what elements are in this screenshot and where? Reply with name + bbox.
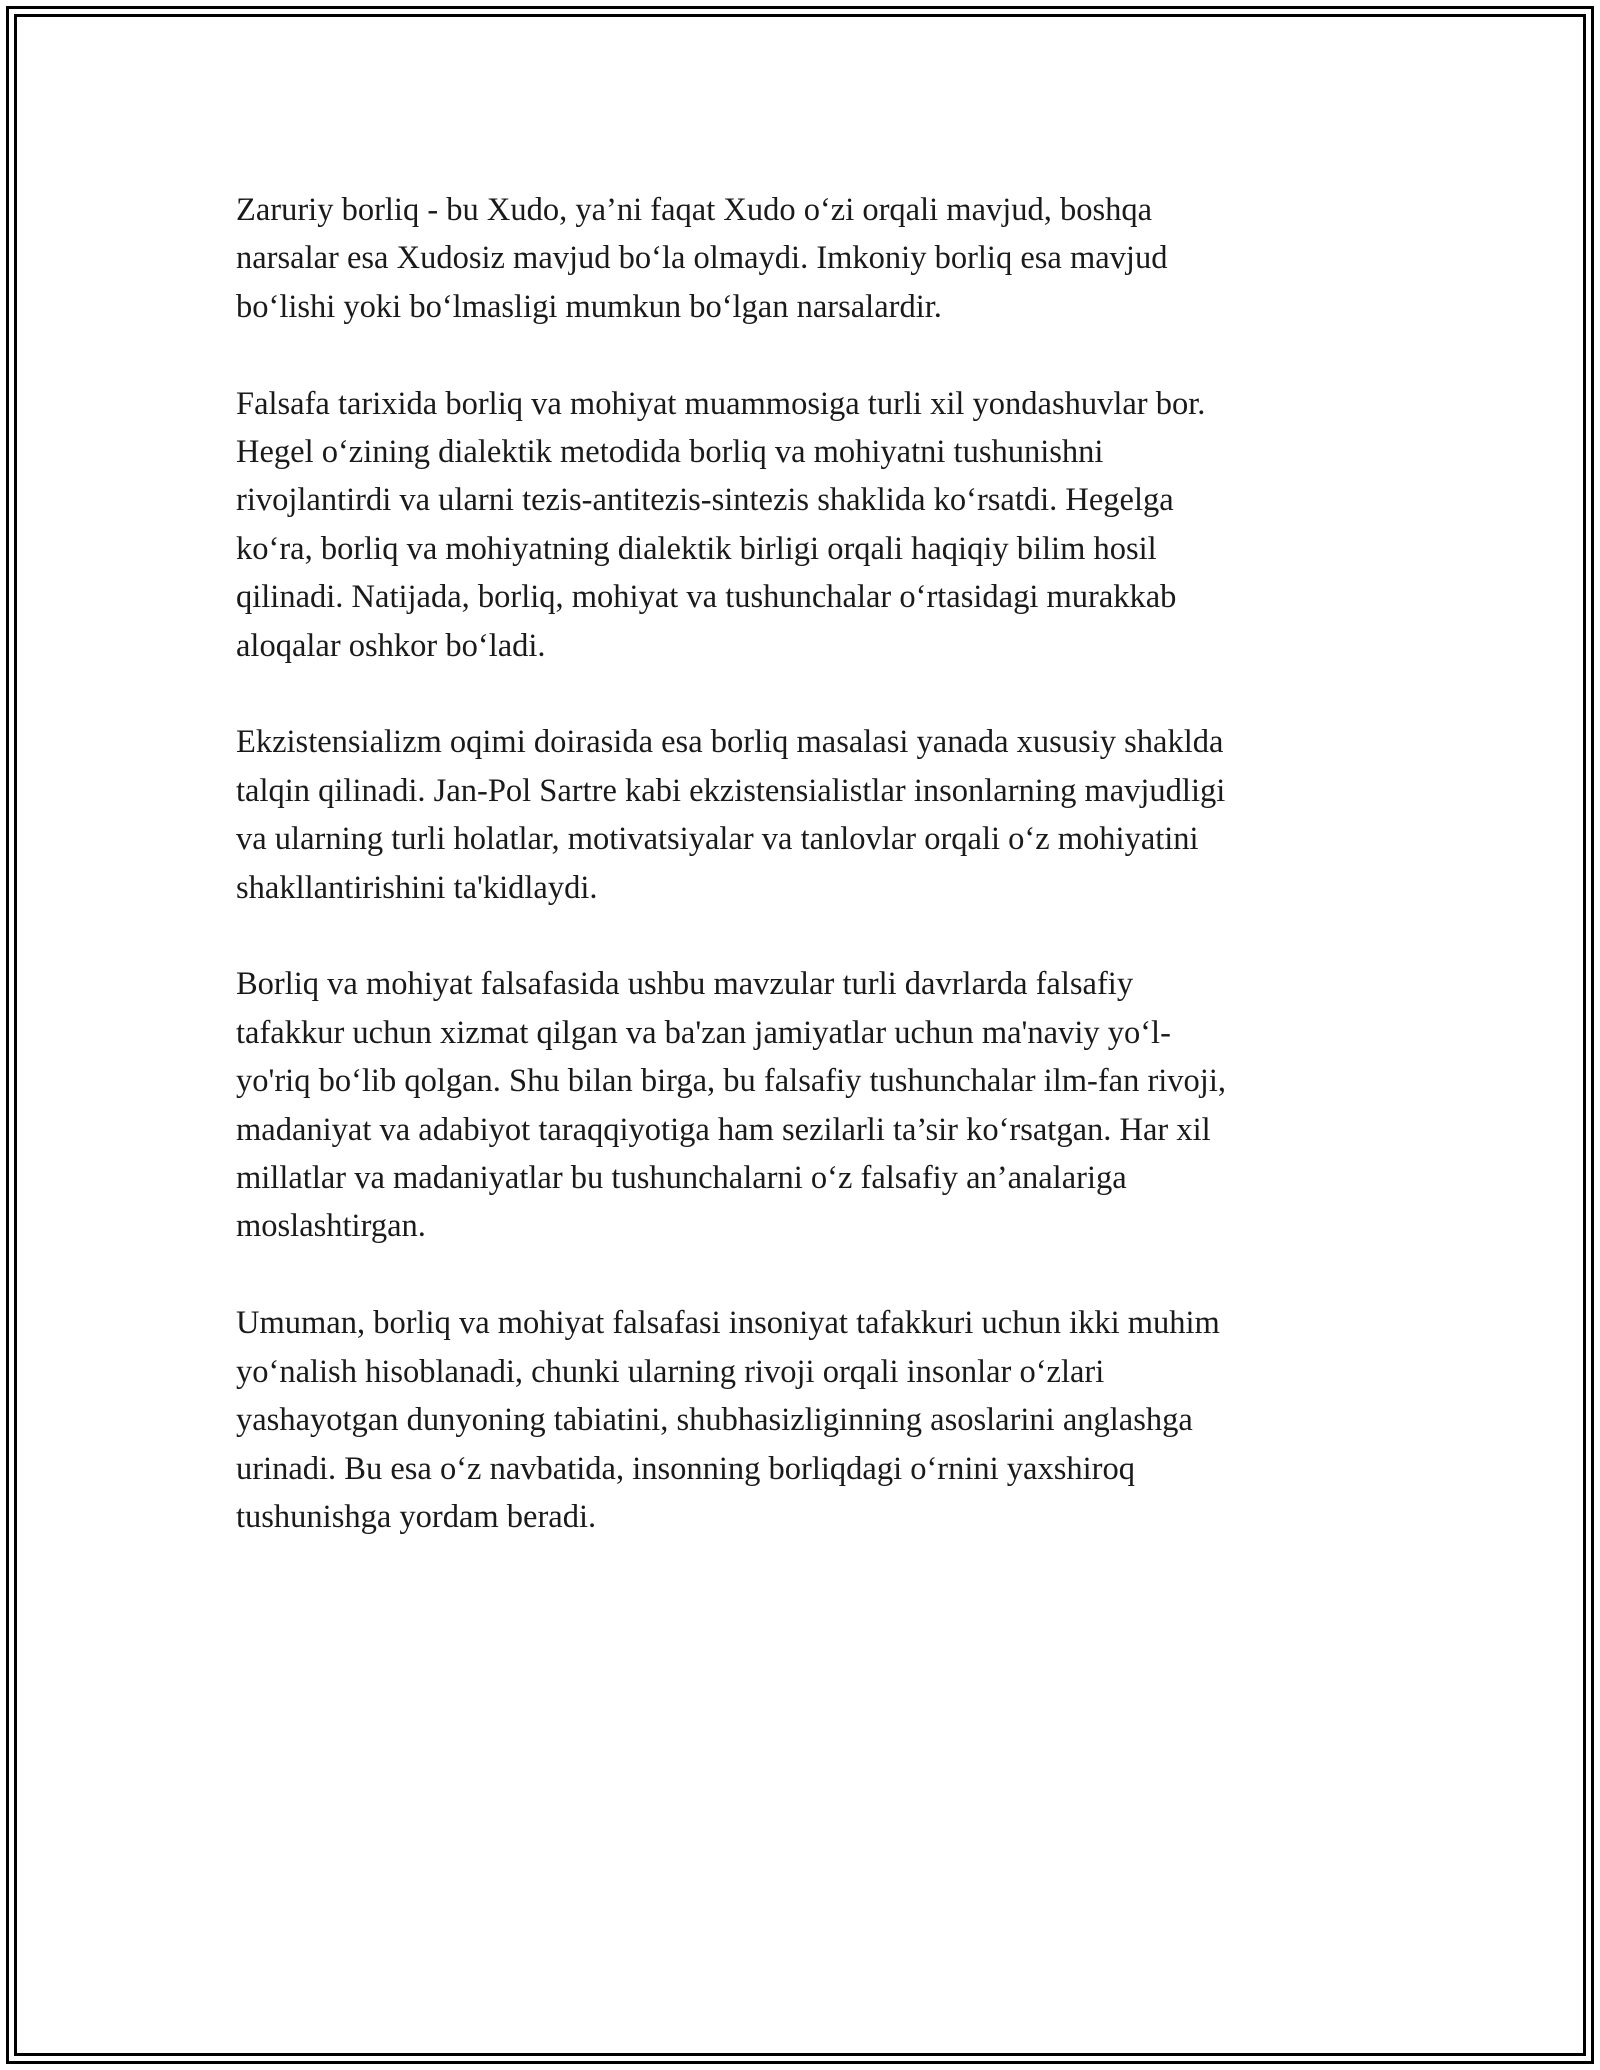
paragraph-line: Zaruriy borliq - bu Xudo, ya’ni faqat Xudo o‘zi orqali mavjud, boshqa [236,192,1153,228]
paragraph-line: Borliq va mohiyat falsafasida ushbu mavzular turli davrlarda falsafiy [236,966,1134,1003]
paragraph-line: tushunishga yordam beradi. [236,1498,597,1535]
paragraph-line: moslashtirgan. [236,1208,426,1245]
paragraph-line: ko‘ra, borliq va mohiyatning dialektik birligi orqali haqiqiy bilim hosil [236,530,1157,567]
paragraph-line: qilinadi. Natijada, borliq, mohiyat va tushunchalar o‘rtasidagi murakkab [236,579,1177,616]
paragraph-line: millatlar va madaniyatlar bu tushunchalarni o‘z falsafiy an’analariga [236,1160,1127,1197]
paragraph-line: Falsafa tarixida borliq va mohiyat muammosiga turli xil yondashuvlar bor. [236,385,1206,422]
paragraph-line: Umuman, borliq va mohiyat falsafasi insoniyat tafakkuri uchun ikki muhim [236,1305,1220,1342]
paragraph-3 [236,718,1366,912]
paragraph-line: talqin qilinadi. Jan-Pol Sartre kabi ekzistensialistlar insonlarning mavjudligi [236,772,1226,809]
paragraph-2 [236,380,1366,670]
paragraph-4 [236,960,1366,1250]
paragraph-line: madaniyat va adabiyot taraqqiyotiga ham sezilarli ta’sir ko‘rsatgan. Har xil [236,1111,1211,1148]
document-body [236,186,1366,1590]
paragraph-1 [236,186,1366,331]
paragraph-line: Hegel o‘zining dialektik metodida borliq va mohiyatni tushunishni [236,434,1104,471]
paragraph-line: shakllantirishini ta'kidlaydi. [236,869,598,906]
paragraph-line: tafakkur uchun xizmat qilgan va ba'zan jamiyatlar uchun ma'naviy yo‘l- [236,1014,1171,1051]
paragraph-line: rivojlantirdi va ularni tezis-antitezis-sintezis shaklida ko‘rsatdi. Hegelga [236,482,1174,519]
paragraph-line: yo‘nalish hisoblanadi, chunki ularning rivoji orqali insonlar o‘zlari [236,1353,1105,1390]
paragraph-line: Ekzistensializm oqimi doirasida esa borliq masalasi yanada xususiy shaklda [236,724,1224,761]
paragraph-5 [236,1299,1366,1541]
paragraph-line: narsalar esa Xudosiz mavjud bo‘la olmaydi. Imkoniy borliq esa mavjud [236,240,1168,277]
paragraph-line: yo'riq bo‘lib qolgan. Shu bilan birga, bu falsafiy tushunchalar ilm-fan rivoji, [236,1063,1226,1100]
paragraph-line: urinadi. Bu esa o‘z navbatida, insonning borliqdagi o‘rnini yaxshiroq [236,1450,1135,1487]
paragraph-line: bo‘lishi yoki bo‘lmasligi mumkun bo‘lgan narsalardir. [236,288,942,325]
paragraph-line: va ularning turli holatlar, motivatsiyalar va tanlovlar orqali o‘z mohiyatini [236,821,1199,858]
paragraph-line: aloqalar oshkor bo‘ladi. [236,627,546,664]
paragraph-line: yashayotgan dunyoning tabiatini, shubhasizliginning asoslarini anglashga [236,1402,1193,1439]
